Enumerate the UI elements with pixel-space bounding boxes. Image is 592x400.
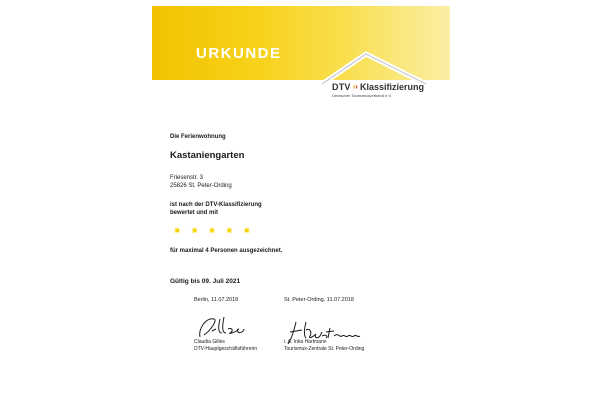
star-icon: ✷ [207, 226, 217, 237]
address-street: Friesenstr. 3 [170, 175, 204, 181]
left-signer [194, 339, 257, 352]
signature-left [194, 311, 264, 341]
chevron-arrows-icon: › › [352, 82, 358, 91]
right-signer-name: i. A. Inka Hartmann [284, 339, 327, 345]
star-icon: ✷ [190, 226, 199, 237]
logo-brand: DTV [332, 82, 351, 92]
star-icon: ✷ [173, 226, 182, 237]
certificate-title: URKUNDE [196, 45, 282, 62]
house-roof-icon [302, 46, 432, 86]
logo-subtitle: Deutscher Tourismusverband e.V. [332, 93, 392, 98]
logo-product: Klassifizierung [359, 82, 424, 92]
left-signer-role: DTV-Hauptgeschäftsführerin [194, 345, 258, 352]
validity-text: Gültig bis 09. Juli 2021 [170, 278, 241, 285]
classification-text-2: bewertet und mit [170, 210, 219, 216]
star-rating [173, 227, 251, 237]
star-icon: ✷ [225, 226, 234, 237]
intro-text: Die Ferienwohnung [170, 134, 226, 140]
right-signer [284, 339, 364, 352]
left-place-date: Berlin, 11.07.2018 [194, 297, 239, 303]
classification-text-1: ist nach der DTV-Klassifizierung [170, 202, 262, 208]
dtv-logo [332, 82, 442, 112]
right-signer-role: Tourismus-Zentrale St. Peter-Ording [284, 345, 365, 352]
right-place-date: St. Peter-Ording, 11.07.2018 [284, 297, 354, 303]
certificate-page [152, 6, 450, 394]
address-city: 25826 St. Peter-Ording [170, 183, 232, 189]
star-icon: ✷ [242, 226, 251, 237]
property-name: Kastaniengarten [170, 150, 245, 161]
capacity-text: für maximal 4 Personen ausgezeichnet. [170, 248, 283, 254]
left-signer-name: Claudia Gilles [194, 339, 225, 345]
